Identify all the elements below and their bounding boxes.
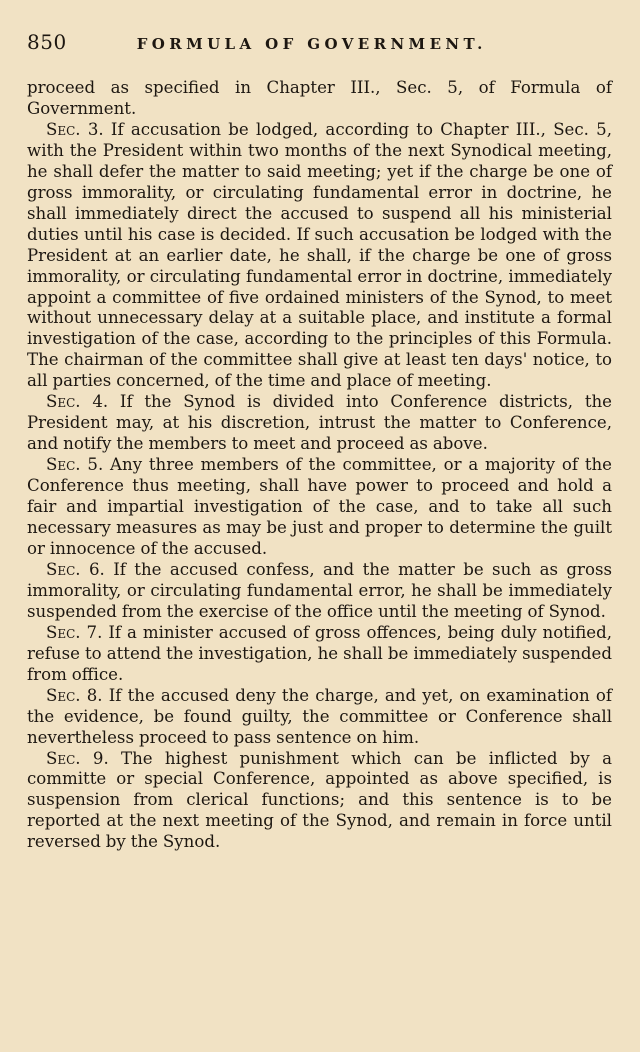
section-label: Sec. 9. <box>46 748 109 768</box>
section-text: The highest punishment which can be inflicted by a committe or special Conference, appointed as above specified, is suspension from clerical functions; and this sentence is to be reported at the next meeting of the Synod, and remain in force until reversed by the Synod. <box>27 748 613 852</box>
section-text: If the accused confess, and the matter be such as gross immorality, or circulating fundamental error, he shall be immediately suspended from the exercise of the office until the meeting of Synod. <box>27 559 613 621</box>
section-5 <box>27 455 612 560</box>
section-label: Sec. 5. <box>46 455 104 475</box>
section-label: Sec. 6. <box>46 559 105 579</box>
section-label: Sec. 3. <box>46 119 104 139</box>
section-label: Sec. 8. <box>46 685 103 705</box>
running-head: FORMULA OF GOVERNMENT. <box>136 35 487 53</box>
section-text: If accusation be lodged, according to Chapter III., Sec. 5, with the President within two months of the next Synodical meeting, he shall defer the matter to said meeting; yet if the charge be one of gross immorality, or circulating fundamental error in doctrine, he shall immediately direct the accused to suspend all his ministerial duties until his case is decided. If such accusation be lodged with the President at an earlier date, he shall, if the charge be one of gross immorality, or circulating fundamental error in doctrine, immediately appoint a committee of five ordained ministers of the Synod, to meet without unnecessary delay at a suitable place, and institute a formal investigation of the case, according to the principles of this Formula. The chairman of the committee shall give at least ten days' notice, to all parties concerned, of the time and place of meeting. <box>27 119 613 391</box>
section-6 <box>27 560 612 623</box>
section-text: If the Synod is divided into Conference districts, the President may, at his discretion, intrust the matter to Conference, and notify the members to meet and proceed as above. <box>27 392 612 454</box>
section-4 <box>27 392 612 455</box>
paragraph-continuation <box>27 78 612 120</box>
section-text: If the accused deny the charge, and yet, on examination of the evidence, be found guilty, the committee or Conference shall nevertheless proceed to pass sentence on him. <box>27 685 613 747</box>
page-number: 850 <box>27 30 67 54</box>
section-8 <box>27 686 612 749</box>
section-text: If a minister accused of gross offences, being duly notified, refuse to attend the investigation, he shall be immediately suspended from office. <box>27 622 612 684</box>
section-3 <box>27 120 612 392</box>
section-label: Sec. 4. <box>46 392 109 412</box>
page-header <box>27 30 612 56</box>
section-7 <box>27 623 612 686</box>
paragraph-text: proceed as specified in Chapter III., Sec. 5, of Formula of Government. <box>27 78 612 118</box>
body-text <box>27 78 612 853</box>
section-label: Sec. 7. <box>46 622 103 642</box>
section-9 <box>27 749 612 854</box>
section-text: Any three members of the committee, or a majority of the Conference thus meeting, shall have power to proceed and hold a fair and impartial investigation of the case, and to take all such necessary measures as may be just and proper to determine the guilt or innocence of the accused. <box>27 455 612 558</box>
